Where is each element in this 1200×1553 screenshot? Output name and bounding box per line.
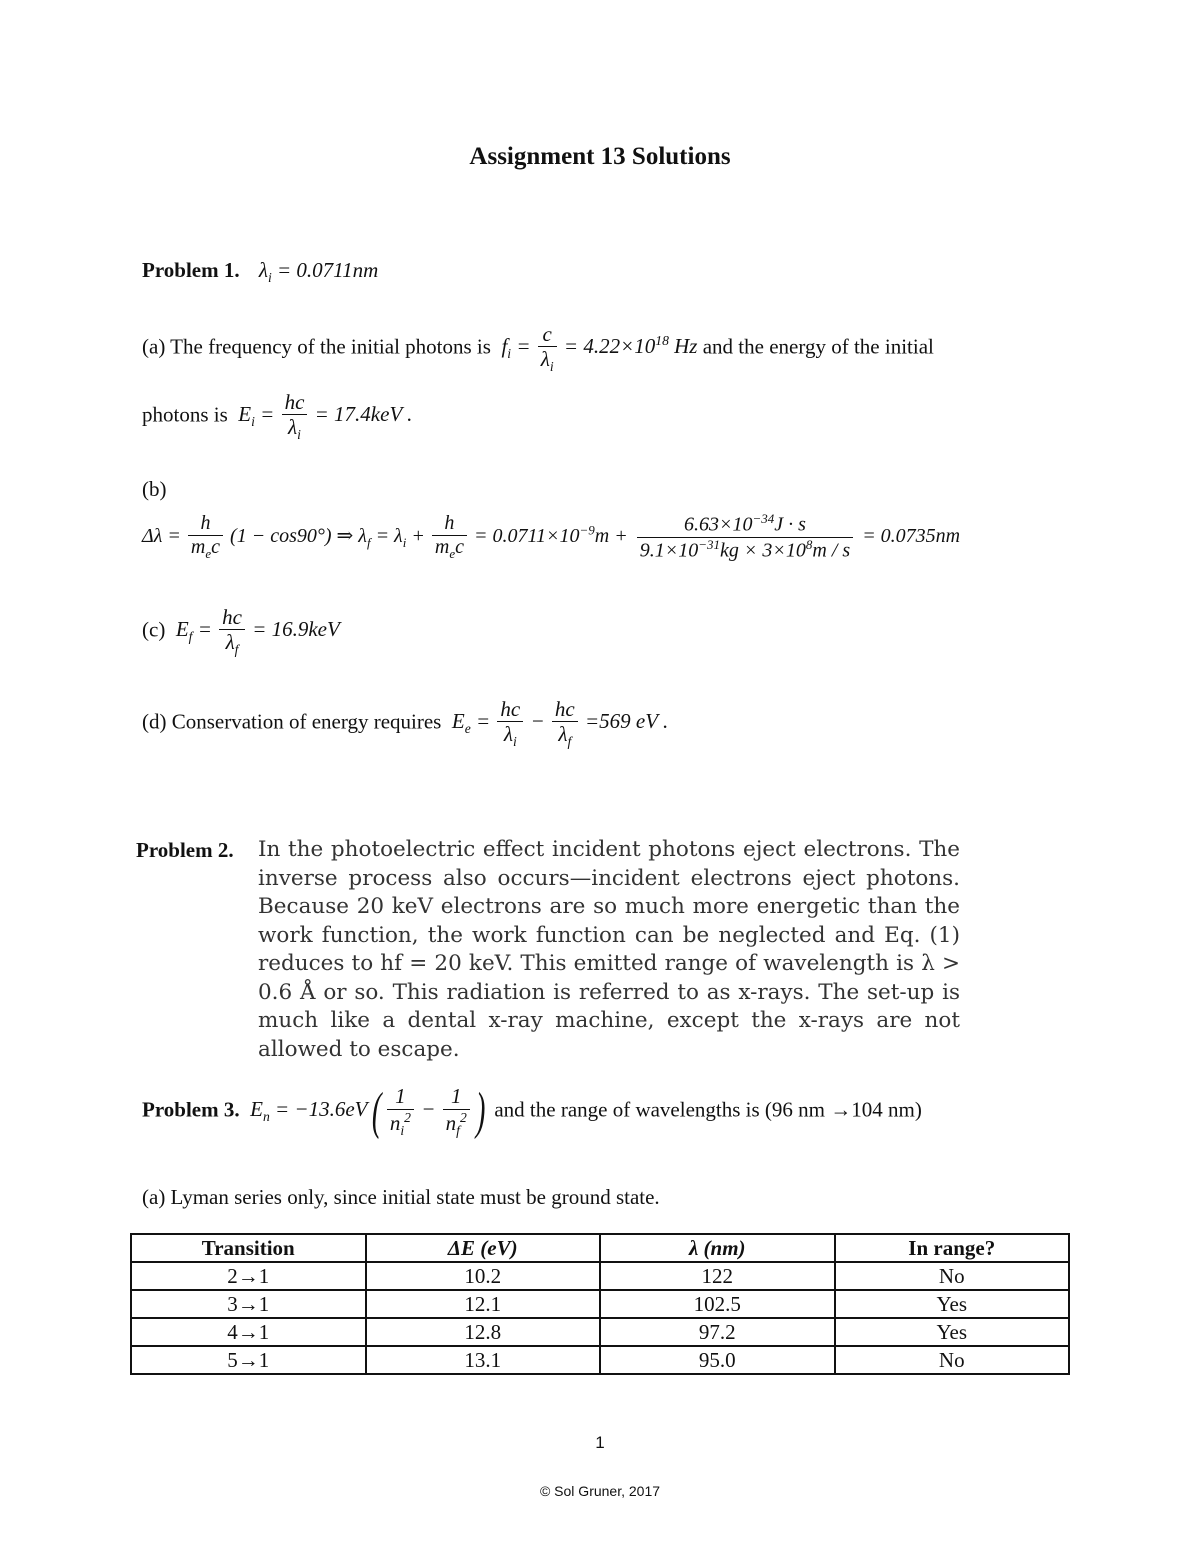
table-row [131, 1346, 1069, 1374]
table-cell: 13.1 [366, 1346, 601, 1374]
table-row [131, 1262, 1069, 1290]
problem1-heading [142, 258, 378, 286]
problem1-part-a [142, 322, 934, 375]
problem1-part-d [142, 697, 668, 750]
table-cell: No [835, 1262, 1070, 1290]
table-cell: No [835, 1346, 1070, 1374]
problem1-part-a-cont [142, 390, 412, 443]
conservation-equation: $E_e$ = $\frac{hc}{\lambda_i}$ − $\frac{hc}{\lambda_f}$ =569 eV . [446, 697, 669, 750]
problem3-heading [142, 1082, 922, 1141]
table-header-row [131, 1234, 1069, 1262]
header-transition: Transition [131, 1234, 366, 1262]
energy-level-equation: $E_n = -13.6eV$( $\frac{1}{n_i^2}$ − $\frac{1}{n_f^2}$ ) [244, 1083, 486, 1140]
table-cell: 5→1 [131, 1346, 366, 1374]
problem3-range-text: and the range of wavelengths is (96 nm →104 nm) [494, 1097, 922, 1122]
table-row [131, 1290, 1069, 1318]
table-cell: 12.8 [366, 1318, 601, 1346]
table-cell: 12.1 [366, 1290, 601, 1318]
frequency-equation: $f_i$ = $\frac{c}{\lambda_i}$ = $4.22\times 10^{18}$ Hz [496, 322, 698, 375]
problem1-part-c [142, 605, 340, 658]
table-cell: 95.0 [600, 1346, 835, 1374]
compton-equation: Δλ = $\frac{h}{m_ec}$ (1 − cos90°) ⇒ $\lambda_f = \lambda_i$ + $\frac{h}{m_ec}$ = $0.0711\times 10^{-9}m$ + $\frac{6.63\times 10^{-34}J \cdot s}{9.1\times 10^{-31}kg \times 3\times 10^8m / s}$ = 0.0735nm [142, 511, 961, 562]
problem1-b-label: (b) [142, 477, 167, 501]
table-cell: Yes [835, 1318, 1070, 1346]
problem3-label: Problem 3. [142, 1097, 240, 1122]
transition-table [130, 1233, 1070, 1375]
table-cell: Yes [835, 1290, 1070, 1318]
problem1-a-text2: and the energy of the initial [702, 334, 934, 359]
problem1-c-label: (c) [142, 617, 166, 642]
table-cell: 10.2 [366, 1262, 601, 1290]
copyright-footer: © Sol Gruner, 2017 [539, 1483, 661, 1499]
energy-equation: $E_i$ = $\frac{hc}{\lambda_i}$ = 17.4keV . [233, 390, 413, 443]
header-delta-e: ΔE (eV) [366, 1234, 601, 1262]
table-cell: 102.5 [600, 1290, 835, 1318]
table-cell: 3→1 [131, 1290, 366, 1318]
problem1-label: Problem 1. [142, 258, 240, 282]
problem3-a-text: (a) Lyman series only, since initial state must be ground state. [142, 1185, 660, 1209]
table-row [131, 1318, 1069, 1346]
problem1-a-text3: photons is [142, 402, 228, 427]
problem1-a-text1: (a) The frequency of the initial photons is [142, 334, 491, 359]
problem2-label: Problem 2. [136, 838, 234, 862]
header-lambda: λ (nm) [600, 1234, 835, 1262]
problem1-d-text: (d) Conservation of energy requires [142, 709, 442, 734]
table-cell: 2→1 [131, 1262, 366, 1290]
table-cell: 4→1 [131, 1318, 366, 1346]
table-cell: 97.2 [600, 1318, 835, 1346]
problem2-text: In the photoelectric effect incident photons eject electrons. The inverse process also occurs—incident electrons eject photons. Because 20 keV electrons are so much more energetic than the work function, the work function can be neglected and Eq. (1) reduces to hf = 20 keV. This emitted range of wavelength is λ > 0.6 Å or so. This radiation is referred to as x-rays. The set-up is much like a dental x-ray machine, except the x-rays are not allowed to escape. [258, 837, 960, 1062]
header-in-range: In range? [835, 1234, 1070, 1262]
problem1-given: $\lambda_i = 0.0711nm$ [258, 258, 379, 286]
page-number: 1 [595, 1433, 605, 1452]
page-title: Assignment 13 Solutions [469, 143, 731, 170]
table-cell: 122 [600, 1262, 835, 1290]
final-energy-equation: $E_f$ = $\frac{hc}{\lambda_f}$ = 16.9keV [170, 605, 340, 658]
